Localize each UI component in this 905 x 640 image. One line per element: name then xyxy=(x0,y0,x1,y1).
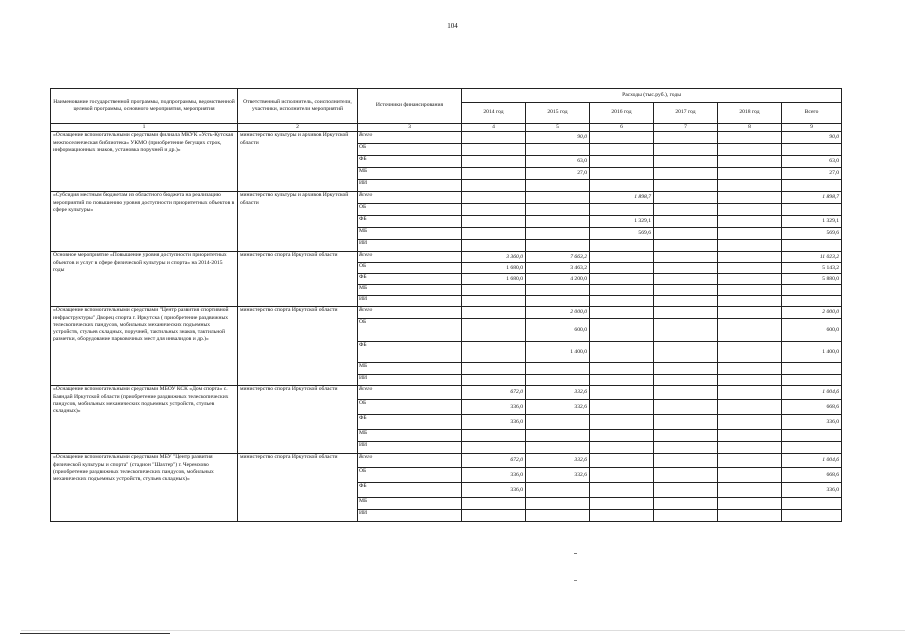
amount-cell xyxy=(718,498,782,510)
amount-cell xyxy=(590,319,654,342)
measure-executor: министерство культуры и архивов Иркутской области xyxy=(238,132,358,192)
amount-cell: 668,6 xyxy=(782,400,842,415)
amount-cell: 332,6 xyxy=(526,400,590,415)
funding-source: МБ xyxy=(358,285,462,296)
amount-cell xyxy=(590,144,654,156)
amount-cell: 27,0 xyxy=(782,168,842,180)
page-edge-line xyxy=(20,633,170,634)
amount-cell xyxy=(590,168,654,180)
amount-cell xyxy=(590,180,654,192)
header-year-2015: 2015 год xyxy=(526,103,590,124)
amount-cell xyxy=(718,319,782,342)
amount-cell: 3 463,2 xyxy=(526,263,590,274)
funding-source: ИИ xyxy=(358,442,462,454)
amount-cell xyxy=(462,510,526,522)
amount-cell xyxy=(462,216,526,228)
amount-cell xyxy=(590,342,654,363)
amount-cell: 1 680,0 xyxy=(462,263,526,274)
amount-cell xyxy=(654,510,718,522)
amount-cell xyxy=(462,342,526,363)
amount-cell xyxy=(462,228,526,240)
amount-cell xyxy=(654,192,718,204)
amount-cell: 569,6 xyxy=(590,228,654,240)
funding-source: Всего xyxy=(358,192,462,204)
amount-cell: 672,0 xyxy=(462,454,526,468)
scan-mark xyxy=(574,553,577,554)
amount-cell: 332,6 xyxy=(526,468,590,483)
header-year-2016: 2016 год xyxy=(590,103,654,124)
amount-cell xyxy=(654,430,718,442)
amount-cell xyxy=(654,156,718,168)
amount-cell xyxy=(654,498,718,510)
amount-cell xyxy=(654,415,718,430)
amount-cell xyxy=(462,204,526,216)
amount-cell: 336,0 xyxy=(462,483,526,498)
amount-cell: 27,0 xyxy=(526,168,590,180)
amount-cell xyxy=(718,468,782,483)
funding-source: МБ xyxy=(358,498,462,510)
col-number: 7 xyxy=(654,124,718,132)
amount-cell xyxy=(590,468,654,483)
funding-source: МБ xyxy=(358,228,462,240)
amount-cell: 1 004,6 xyxy=(782,454,842,468)
amount-cell xyxy=(462,296,526,307)
amount-cell xyxy=(782,442,842,454)
amount-cell: 1 400,0 xyxy=(526,342,590,363)
measure-executor: министерство культуры и архивов Иркутской области xyxy=(238,192,358,252)
amount-cell xyxy=(462,375,526,386)
col-number: 1 xyxy=(51,124,238,132)
amount-cell xyxy=(590,132,654,144)
amount-cell xyxy=(718,307,782,319)
amount-cell xyxy=(590,400,654,415)
amount-cell: 332,6 xyxy=(526,454,590,468)
table-row xyxy=(51,192,842,204)
table-row xyxy=(51,307,842,319)
funding-source: ФБ xyxy=(358,483,462,498)
amount-cell xyxy=(654,375,718,386)
amount-cell xyxy=(590,386,654,400)
measure-description: «Оснащение вспомогательными средствами МБУ "Центр развития физической культуры и спорта" (стадион "Шахтер") г. Черемхово (приобретение раздвижных телескопических пандусов, мобильных механических подъемных устройств, стульев складных)» xyxy=(51,454,238,522)
amount-cell: 1 004,6 xyxy=(782,386,842,400)
amount-cell: 11 023,2 xyxy=(782,252,842,263)
header-executor: Ответственный исполнитель, соисполнители, участники, исполнители мероприятий xyxy=(238,89,358,124)
funding-source: Всего xyxy=(358,307,462,319)
amount-cell xyxy=(718,168,782,180)
amount-cell xyxy=(654,240,718,252)
amount-cell: 668,6 xyxy=(782,468,842,483)
funding-source: ОБ xyxy=(358,319,462,342)
funding-source: ОБ xyxy=(358,144,462,156)
measure-description: Основное мероприятие «Повышение уровня доступности приоритетных объектов и услуг в сфере физической культуры и спорта» на 2014-2015 годы xyxy=(51,252,238,307)
amount-cell: 600,0 xyxy=(526,319,590,342)
amount-cell xyxy=(590,442,654,454)
col-number: 5 xyxy=(526,124,590,132)
amount-cell xyxy=(590,252,654,263)
amount-cell xyxy=(654,180,718,192)
amount-cell xyxy=(526,228,590,240)
measure-description: «Оснащение вспомогательными средствами филиала МКУК «Усть-Кутская межпоселенческая библиотека» УКМО (приобретение бегущих строк, информационных знаков, установка поручней и др.)» xyxy=(51,132,238,192)
amount-cell: 336,0 xyxy=(782,483,842,498)
header-total: Всего xyxy=(782,103,842,124)
funding-source: Всего xyxy=(358,386,462,400)
funding-source: Всего xyxy=(358,252,462,263)
table-row xyxy=(51,252,842,263)
amount-cell xyxy=(782,430,842,442)
amount-cell xyxy=(654,216,718,228)
amount-cell: 600,0 xyxy=(782,319,842,342)
amount-cell xyxy=(654,132,718,144)
amount-cell: 569,6 xyxy=(782,228,842,240)
amount-cell xyxy=(718,192,782,204)
amount-cell xyxy=(526,296,590,307)
funding-source: ИИ xyxy=(358,240,462,252)
amount-cell xyxy=(462,132,526,144)
amount-cell xyxy=(526,363,590,375)
funding-source: МБ xyxy=(358,430,462,442)
amount-cell: 1 400,0 xyxy=(782,342,842,363)
amount-cell: 336,0 xyxy=(782,415,842,430)
amount-cell xyxy=(590,483,654,498)
amount-cell xyxy=(462,285,526,296)
amount-cell xyxy=(462,307,526,319)
amount-cell xyxy=(654,204,718,216)
funding-source: ФБ xyxy=(358,156,462,168)
amount-cell: 2 000,0 xyxy=(782,307,842,319)
measure-executor: министерство спорта Иркутской области xyxy=(238,454,358,522)
amount-cell xyxy=(718,216,782,228)
amount-cell xyxy=(526,216,590,228)
amount-cell: 672,0 xyxy=(462,386,526,400)
amount-cell xyxy=(718,363,782,375)
funding-source: ИИ xyxy=(358,510,462,522)
amount-cell xyxy=(526,415,590,430)
amount-cell xyxy=(526,240,590,252)
amount-cell xyxy=(526,144,590,156)
amount-cell xyxy=(526,180,590,192)
table-body xyxy=(51,132,842,522)
page-edge-line xyxy=(21,630,905,631)
funding-source: ФБ xyxy=(358,274,462,285)
amount-cell xyxy=(782,375,842,386)
amount-cell: 4 200,0 xyxy=(526,274,590,285)
funding-source: ИИ xyxy=(358,296,462,307)
amount-cell xyxy=(654,442,718,454)
page-number: 104 xyxy=(447,22,458,30)
header-year-2014: 2014 год xyxy=(462,103,526,124)
amount-cell xyxy=(654,319,718,342)
amount-cell xyxy=(718,442,782,454)
amount-cell xyxy=(718,180,782,192)
amount-cell xyxy=(590,285,654,296)
amount-cell xyxy=(718,454,782,468)
amount-cell xyxy=(526,430,590,442)
amount-cell xyxy=(654,307,718,319)
amount-cell xyxy=(782,498,842,510)
funding-source: ФБ xyxy=(358,216,462,228)
amount-cell xyxy=(590,274,654,285)
column-number-row xyxy=(51,124,842,132)
amount-cell xyxy=(462,156,526,168)
header-row xyxy=(51,89,842,103)
amount-cell xyxy=(590,415,654,430)
measure-executor: министерство спорта Иркутской области xyxy=(238,252,358,307)
amount-cell: 1 898,7 xyxy=(590,192,654,204)
amount-cell xyxy=(590,510,654,522)
amount-cell: 1 329,1 xyxy=(590,216,654,228)
amount-cell xyxy=(590,156,654,168)
amount-cell xyxy=(782,296,842,307)
col-number: 9 xyxy=(782,124,842,132)
amount-cell: 3 360,0 xyxy=(462,252,526,263)
amount-cell xyxy=(718,156,782,168)
amount-cell xyxy=(718,483,782,498)
amount-cell xyxy=(782,363,842,375)
amount-cell xyxy=(462,430,526,442)
amount-cell xyxy=(654,296,718,307)
amount-cell xyxy=(654,400,718,415)
amount-cell xyxy=(462,363,526,375)
amount-cell xyxy=(590,240,654,252)
amount-cell xyxy=(462,192,526,204)
amount-cell xyxy=(718,228,782,240)
amount-cell xyxy=(526,498,590,510)
amount-cell xyxy=(590,263,654,274)
amount-cell xyxy=(718,132,782,144)
amount-cell xyxy=(654,468,718,483)
amount-cell xyxy=(782,204,842,216)
amount-cell xyxy=(654,274,718,285)
amount-cell xyxy=(718,400,782,415)
col-number: 6 xyxy=(590,124,654,132)
amount-cell: 1 680,0 xyxy=(462,274,526,285)
table-row xyxy=(51,132,842,144)
amount-cell xyxy=(782,144,842,156)
table-row xyxy=(51,386,842,400)
amount-cell xyxy=(526,204,590,216)
scan-mark xyxy=(574,580,577,581)
amount-cell xyxy=(462,144,526,156)
amount-cell xyxy=(526,192,590,204)
col-number: 4 xyxy=(462,124,526,132)
amount-cell xyxy=(526,285,590,296)
measure-description: «Субсидия местным бюджетам из областного бюджета на реализацию мероприятий по повышению уровня доступности приоритетных объектов в сфере культуры» xyxy=(51,192,238,252)
amount-cell: 332,6 xyxy=(526,386,590,400)
amount-cell xyxy=(590,454,654,468)
funding-source: ОБ xyxy=(358,263,462,274)
amount-cell xyxy=(654,228,718,240)
amount-cell xyxy=(654,168,718,180)
amount-cell xyxy=(590,307,654,319)
amount-cell xyxy=(718,285,782,296)
funding-source: ОБ xyxy=(358,204,462,216)
amount-cell: 336,0 xyxy=(462,400,526,415)
amount-cell: 1 898,7 xyxy=(782,192,842,204)
funding-source: МБ xyxy=(358,168,462,180)
amount-cell xyxy=(718,342,782,363)
amount-cell xyxy=(462,240,526,252)
amount-cell xyxy=(462,498,526,510)
table-row xyxy=(51,454,842,468)
amount-cell xyxy=(782,285,842,296)
header-name: Наименование государственной программы, подпрограммы, ведомственной целевой программы, основного мероприятия, мероприятия xyxy=(51,89,238,124)
measure-description: «Оснащение вспомогательными средствами "Центр развития спортивной инфраструктуры" Дворец спорта г. Иркутска ( приобретение раздвижных телескопических пандусов, мобильных механических подъемных устройств, стульев складных, поручней, тактильных знаков, тактильной разметки, оборудование парковочных мест для инвалидов и др.)» xyxy=(51,307,238,386)
amount-cell xyxy=(718,430,782,442)
col-number: 8 xyxy=(718,124,782,132)
amount-cell xyxy=(718,296,782,307)
amount-cell xyxy=(590,375,654,386)
funding-source: ИИ xyxy=(358,375,462,386)
amount-cell xyxy=(718,263,782,274)
amount-cell: 7 663,2 xyxy=(526,252,590,263)
amount-cell xyxy=(654,285,718,296)
amount-cell xyxy=(718,274,782,285)
amount-cell: 336,0 xyxy=(462,415,526,430)
amount-cell: 336,0 xyxy=(462,468,526,483)
amount-cell xyxy=(654,263,718,274)
amount-cell: 5 143,2 xyxy=(782,263,842,274)
amount-cell xyxy=(718,415,782,430)
header-year-2017: 2017 год xyxy=(654,103,718,124)
amount-cell xyxy=(462,442,526,454)
funding-source: Всего xyxy=(358,132,462,144)
measure-executor: министерство спорта Иркутской области xyxy=(238,386,358,454)
funding-source: ОБ xyxy=(358,400,462,415)
header-sources: Источники финансирования xyxy=(358,89,462,124)
col-number: 2 xyxy=(238,124,358,132)
amount-cell xyxy=(718,510,782,522)
amount-cell: 5 880,0 xyxy=(782,274,842,285)
amount-cell: 2 000,0 xyxy=(526,307,590,319)
amount-cell xyxy=(782,240,842,252)
header-expenses: Расходы (тыс.руб.), годы xyxy=(462,89,842,103)
amount-cell xyxy=(462,168,526,180)
amount-cell xyxy=(654,144,718,156)
amount-cell xyxy=(590,363,654,375)
amount-cell xyxy=(718,252,782,263)
col-number: 3 xyxy=(358,124,462,132)
funding-source: ИИ xyxy=(358,180,462,192)
funding-source: ОБ xyxy=(358,468,462,483)
amount-cell xyxy=(590,430,654,442)
amount-cell xyxy=(782,180,842,192)
financing-table xyxy=(50,88,842,522)
measure-executor: министерство спорта Иркутской области xyxy=(238,307,358,386)
amount-cell: 90,0 xyxy=(782,132,842,144)
funding-source: ФБ xyxy=(358,342,462,363)
amount-cell xyxy=(590,204,654,216)
amount-cell: 90,0 xyxy=(526,132,590,144)
amount-cell: 1 329,1 xyxy=(782,216,842,228)
amount-cell xyxy=(718,240,782,252)
amount-cell xyxy=(462,319,526,342)
funding-source: ФБ xyxy=(358,415,462,430)
amount-cell xyxy=(654,252,718,263)
amount-cell xyxy=(654,342,718,363)
amount-cell xyxy=(718,386,782,400)
amount-cell xyxy=(654,454,718,468)
amount-cell xyxy=(654,363,718,375)
amount-cell: 63,0 xyxy=(526,156,590,168)
amount-cell xyxy=(526,442,590,454)
amount-cell xyxy=(526,483,590,498)
amount-cell xyxy=(718,144,782,156)
amount-cell xyxy=(718,375,782,386)
amount-cell: 63,0 xyxy=(782,156,842,168)
amount-cell xyxy=(526,375,590,386)
amount-cell xyxy=(590,498,654,510)
measure-description: «Оснащение вспомогательными средствами МБОУ КСК «Дом спорта» с. Баяндай Иркутской области (приобретение раздвижных телескопических пандусов, мобильных механических подъемных устройств, стульев складных)» xyxy=(51,386,238,454)
amount-cell xyxy=(526,510,590,522)
amount-cell xyxy=(654,483,718,498)
funding-source: МБ xyxy=(358,363,462,375)
amount-cell xyxy=(590,296,654,307)
amount-cell xyxy=(462,180,526,192)
funding-source: Всего xyxy=(358,454,462,468)
amount-cell xyxy=(654,386,718,400)
header-year-2018: 2018 год xyxy=(718,103,782,124)
amount-cell xyxy=(718,204,782,216)
amount-cell xyxy=(782,510,842,522)
